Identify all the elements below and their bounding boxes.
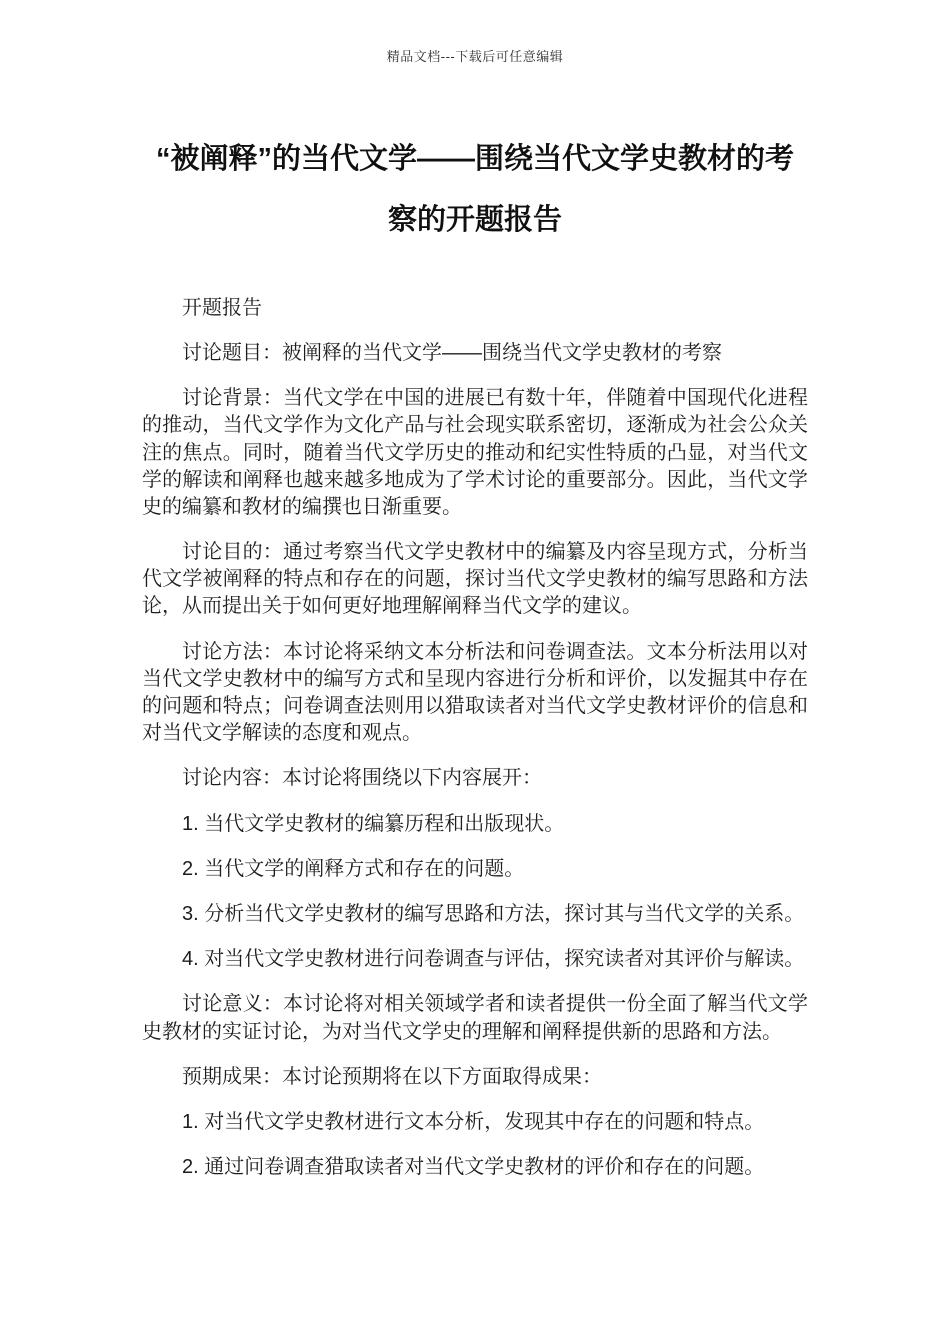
list-item: 2. 通过问卷调查猎取读者对当代文学史教材的评价和存在的问题。: [182, 1156, 765, 1179]
list-item: 4. 对当代文学史教材进行问卷调查与评估，探究读者对其评价与解读。: [182, 948, 805, 971]
list-item: 3. 分析当代文学史教材的编写思路和方法，探讨其与当代文学的关系。: [182, 902, 805, 925]
document-title: “被阐释”的当代文学——围绕当代文学史教材的考察的开题报告: [155, 143, 794, 236]
paragraph: 讨论目的：通过考察当代文学史教材中的编纂及内容呈现方式，分析当代文学被阐释的特点和存在的问题，探讨当代文学史教材的编写思路和方法论，从而提出关于如何更好地理解阐释当代文学的建议。: [142, 541, 808, 618]
paragraph: 讨论意义：本讨论将对相关领域学者和读者提供一份全面了解当代文学史教材的实证讨论，为对当代文学史的理解和阐释提供新的思路和方法。: [142, 993, 808, 1043]
paragraph: 预期成果：本讨论预期将在以下方面取得成果：: [182, 1065, 602, 1088]
header-watermark: 精品文档---下载后可任意编辑: [386, 49, 564, 64]
list-item: 1. 对当代文学史教材进行文本分析，发现其中存在的问题和特点。: [182, 1110, 765, 1133]
list-item: 1. 当代文学史教材的编纂历程和出版现状。: [182, 812, 565, 835]
paragraph: 讨论方法：本讨论将采纳文本分析法和问卷调查法。文本分析法用以对当代文学史教材中的编写方式和呈现内容进行分析和评价，以发掘其中存在的问题和特点；问卷调查法则用以猎取读者对当代文学史教材评价的信息和对当代文学解读的态度和观点。: [142, 640, 808, 745]
list-item: 2. 当代文学的阐释方式和存在的问题。: [182, 857, 525, 880]
paragraph: 开题报告: [182, 296, 262, 319]
paragraph: 讨论题目：被阐释的当代文学——围绕当代文学史教材的考察: [182, 341, 722, 364]
paragraph: 讨论背景：当代文学在中国的进展已有数十年，伴随着中国现代化进程的推动，当代文学作为文化产品与社会现实联系密切，逐渐成为社会公众关注的焦点。同时，随着当代文学历史的推动和纪实性特质的凸显，对当代文学的解读和阐释也越来越多地成为了学术讨论的重要部分。因此，当代文学史的编纂和教材的编撰也日渐重要。: [142, 387, 808, 518]
document-body: [142, 295, 808, 1182]
paragraph: 讨论内容：本讨论将围绕以下内容展开：: [182, 767, 542, 790]
